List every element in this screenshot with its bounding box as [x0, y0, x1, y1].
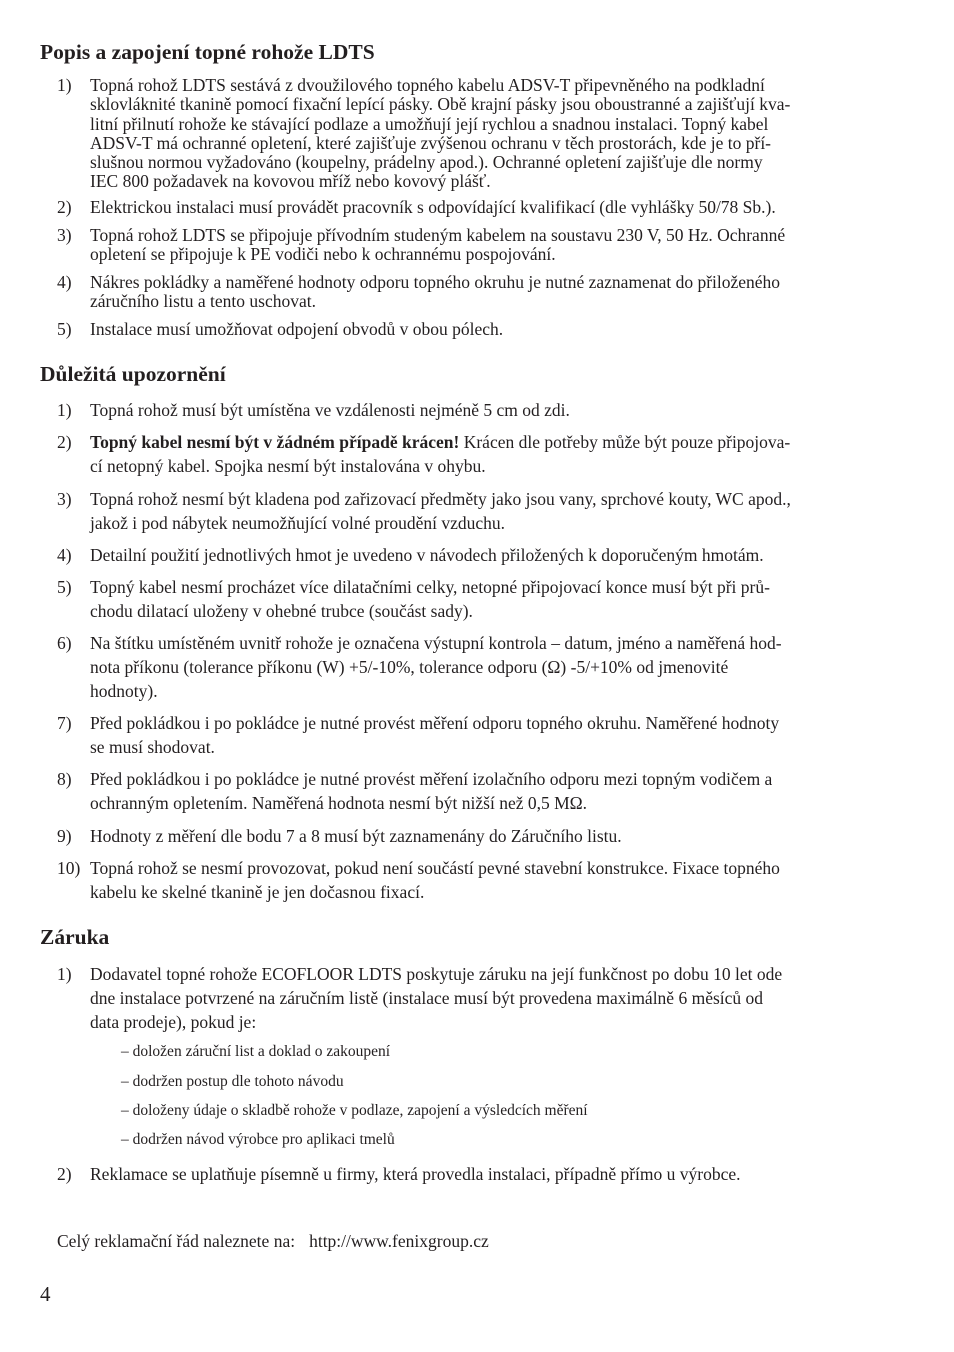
- item-text: [90, 1162, 917, 1186]
- text-line: hodnoty).: [90, 681, 158, 701]
- condition-item: – doložen záruční list a doklad o zakoupení: [121, 1043, 391, 1060]
- item-number: 2): [57, 197, 72, 217]
- item-number: 3): [57, 225, 72, 245]
- item-number: 1): [57, 400, 72, 420]
- item-text: [90, 824, 917, 848]
- text-line: záručního listu a tento uschovat.: [90, 291, 316, 312]
- condition-item: – dodržen návod výrobce pro aplikaci tmelů: [121, 1131, 395, 1148]
- text-line: IEC 800 požadavek na kovovou mříž nebo kovový plášť.: [90, 171, 491, 192]
- list-item: [57, 711, 917, 759]
- text-line: Dodavatel topné rohože ECOFLOOR LDTS poskytuje záruku na její funkčnost po dobu 10 let ode: [90, 964, 783, 984]
- text-line: dne instalace potvrzené na záručním listě (instalace musí být provedena maximálně 6 měsíců od: [90, 988, 764, 1008]
- item-text: [90, 631, 917, 703]
- footer-reference: [57, 1230, 489, 1252]
- text-line: Nákres pokládky a naměřené hodnoty odporu topného okruhu je nutné zaznamenat do přiloženého: [90, 272, 781, 292]
- list-item: [57, 575, 917, 623]
- item-number: 1): [57, 964, 72, 984]
- text-line: Na štítku umístěném uvnitř rohože je označena výstupní kontrola – datum, jméno a naměřená hod-: [90, 633, 782, 653]
- text-line: ochranným opletením. Naměřená hodnota nesmí být nižší než 0,5 MΩ.: [90, 793, 588, 813]
- text-line: se musí shodovat.: [90, 737, 215, 757]
- list-item: [57, 398, 917, 422]
- item-text: [90, 767, 917, 815]
- text-line: ADSV-T má ochranné opletení, které zajišťuje zvýšenou ochranu v těch prostorách, kde je to pří-: [90, 132, 772, 153]
- item-text: [90, 487, 917, 535]
- item-text: [90, 575, 917, 623]
- text-line: Topná rohož se nesmí provozovat, pokud není součástí pevné stavební konstrukce. Fixace topného: [90, 858, 780, 878]
- list-item: [57, 487, 917, 535]
- item-number: 1): [57, 75, 72, 95]
- item-number: 4): [57, 272, 72, 292]
- text-line: cí netopný kabel. Spojka nesmí být instalována v ohybu.: [90, 456, 486, 476]
- text-line: Topná rohož LDTS sestává z dvoužilového topného kabelu ADSV-T připevněného na podkladní: [90, 75, 765, 95]
- text-line: Před pokládkou i po pokládce je nutné provést měření odporu topného okruhu. Naměřené hodnoty: [90, 713, 780, 733]
- item-text: [90, 430, 917, 478]
- text-line: Krácen dle potřeby může být pouze připojova-: [459, 432, 791, 452]
- text-line: chodu dilatací uloženy v ohebné trubce (součást sady).: [90, 601, 473, 621]
- condition-item: – dodržen postup dle tohoto návodu: [121, 1073, 344, 1090]
- item-text: [90, 856, 917, 904]
- text-line: Topná rohož LDTS se připojuje přívodním studeným kabelem na soustavu 230 V, 50 Hz. Ochranné: [90, 225, 786, 245]
- list-item: [57, 1162, 917, 1186]
- item-number: 9): [57, 826, 72, 846]
- list-item: [57, 631, 917, 703]
- item-text: [90, 317, 917, 341]
- item-text: [90, 962, 917, 1034]
- item-text: [90, 76, 917, 192]
- item-number: 2): [57, 1164, 72, 1184]
- item-number: 5): [57, 577, 72, 597]
- text-line: data prodeje), pokud je:: [90, 1012, 257, 1032]
- text-line: Reklamace se uplatňuje písemně u firmy, která provedla instalaci, případně přímo u výrobce.: [90, 1164, 741, 1184]
- section-title-upozorneni: Důležitá upozornění: [40, 362, 226, 386]
- item-number: 5): [57, 319, 72, 339]
- list-item: [57, 856, 917, 904]
- text-line: Topná rohož musí být umístěna ve vzdálenosti nejméně 5 cm od zdi.: [90, 400, 570, 420]
- item-number: 8): [57, 769, 72, 789]
- list-item: [57, 273, 917, 312]
- text-line: Topná rohož nesmí být kladena pod zařizovací předměty jako jsou vany, sprchové kouty, WC apod.,: [90, 489, 791, 509]
- list-item: [57, 226, 917, 265]
- page-number: 4: [40, 1282, 51, 1306]
- list-item: [57, 962, 917, 1034]
- text-line: Detailní použití jednotlivých hmot je uvedeno v návodech přiložených k doporučeným hmotám.: [90, 545, 764, 565]
- text-line: sklovláknité tkanině pomocí fixační lepící pásky. Obě krajní pásky jsou oboustranné a zajišťují kva-: [90, 94, 791, 115]
- text-line: litní přilnutí rohože ke stávající podlaze a umožňují její rychlou a snadnou instalaci. Topný kabel: [90, 113, 769, 134]
- item-text: [90, 398, 917, 422]
- warning-bold-text: Topný kabel nesmí být v žádném případě krácen!: [90, 432, 460, 452]
- text-line: Topný kabel nesmí procházet více dilatačními celky, netopné připojovací konce musí být při prů-: [90, 577, 770, 597]
- item-number: 4): [57, 545, 72, 565]
- text-line: nota příkonu (tolerance příkonu (W) +5/-10%, tolerance odporu (Ω) -5/+10% od jmenovité: [90, 657, 729, 677]
- list-item: [57, 317, 917, 341]
- item-number: 7): [57, 713, 72, 733]
- list-item: [57, 198, 917, 217]
- text-line: Instalace musí umožňovat odpojení obvodů v obou pólech.: [90, 319, 504, 339]
- list-item: [57, 543, 917, 567]
- item-number: 6): [57, 633, 72, 653]
- item-text: [90, 543, 917, 567]
- item-text: [90, 198, 917, 217]
- text-line: jakož i pod nábytek neumožňující volné proudění vzduchu.: [90, 513, 506, 533]
- item-text: [90, 226, 917, 265]
- item-number: 2): [57, 432, 72, 452]
- list-item: [57, 76, 917, 192]
- text-line: Před pokládkou i po pokládce je nutné provést měření izolačního odporu mezi topným vodičem a: [90, 769, 773, 789]
- list-item: [57, 430, 917, 478]
- item-text: [90, 273, 917, 312]
- list-item: [57, 824, 917, 848]
- text-line: Elektrickou instalaci musí provádět pracovník s odpovídající kvalifikací (dle vyhlášky 50/78 Sb.).: [90, 197, 776, 217]
- section-title-zaruka: Záruka: [40, 925, 110, 949]
- item-number: 3): [57, 489, 72, 509]
- text-line: slušnou normou vyžadováno (koupelny, prádelny apod.). Ochranné opletení zajišťuje dle normy: [90, 152, 763, 173]
- footer-url-link[interactable]: http://www.fenixgroup.cz: [309, 1231, 489, 1251]
- footer-label: Celý reklamační řád naleznete na:: [57, 1231, 296, 1251]
- list-item: [57, 767, 917, 815]
- text-line: Hodnoty z měření dle bodu 7 a 8 musí být zaznamenány do Záručního listu.: [90, 826, 622, 846]
- item-text: [90, 711, 917, 759]
- condition-item: – doloženy údaje o skladbě rohože v podlaze, zapojení a výsledcích měření: [121, 1102, 588, 1119]
- text-line: kabelu ke skelné tkanině je jen dočasnou fixací.: [90, 882, 425, 902]
- text-line: opletení se připojuje k PE vodiči nebo k ochrannému pospojování.: [90, 244, 556, 265]
- item-number: 10): [57, 858, 81, 878]
- section-title-popis: Popis a zapojení topné rohože LDTS: [40, 40, 375, 64]
